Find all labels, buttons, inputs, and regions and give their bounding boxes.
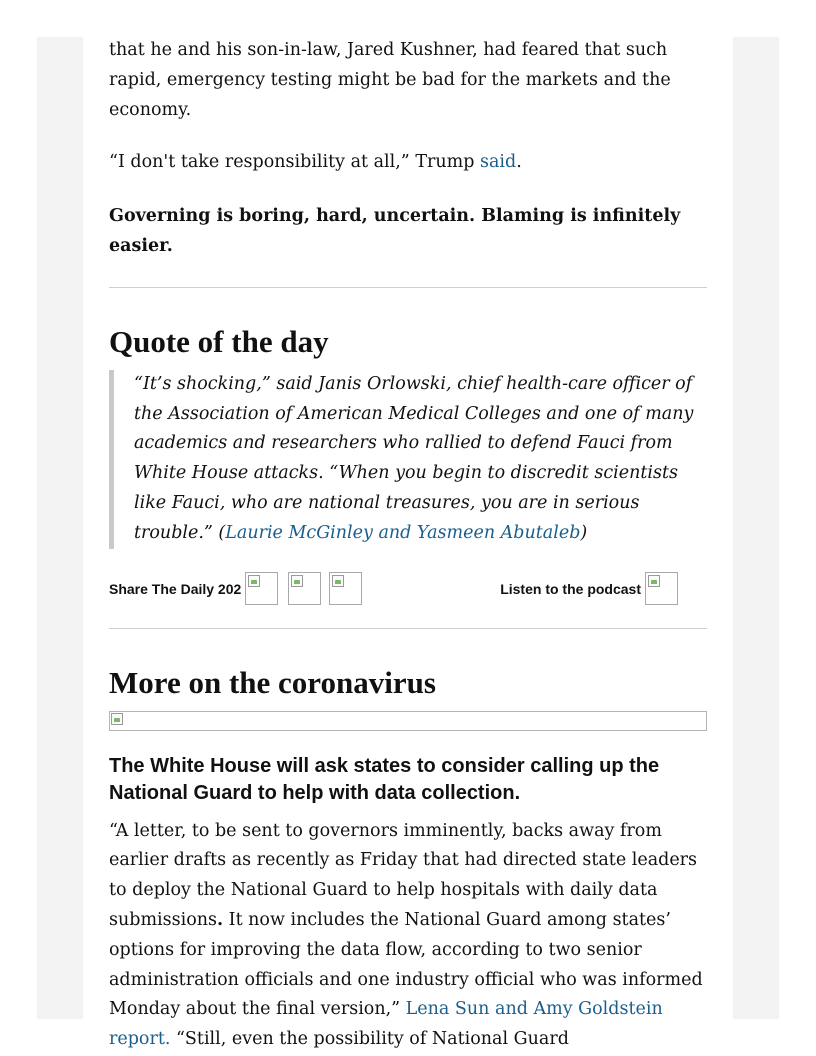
- podcast-label: Listen to the podcast: [500, 580, 641, 597]
- trump-quote-paragraph: [109, 148, 707, 178]
- quote-of-the-day-blockquote: [109, 370, 707, 549]
- right-margin-panel: [733, 37, 779, 1019]
- broken-image-icon: [332, 575, 344, 587]
- said-link[interactable]: said: [480, 152, 517, 173]
- twitter-icon[interactable]: [288, 572, 321, 605]
- story-image[interactable]: [109, 711, 707, 731]
- quote-close-paren: ): [580, 522, 588, 543]
- section-divider: [109, 287, 707, 288]
- share-label: Share The Daily 202: [109, 580, 242, 597]
- story-headline[interactable]: The White House will ask states to consider calling up the National Guard to help with data collection.: [109, 754, 660, 804]
- podcast-group: [500, 572, 678, 605]
- broken-image-icon: [248, 575, 260, 587]
- article-paragraph: that he and his son-in-law, Jared Kushner, had feared that such rapid, emergency testing might be bad for the markets and the economy.: [109, 40, 671, 120]
- trump-quote-end: .: [516, 152, 522, 173]
- left-margin-panel: [37, 37, 83, 1019]
- story-body-bold-period: .: [217, 909, 224, 930]
- bold-takeaway: Governing is boring, hard, uncertain. Blaming is infinitely easier.: [109, 206, 681, 256]
- story-body-text-3: “Still, even the possibility of National Guard: [170, 1029, 569, 1050]
- story-body: [109, 817, 707, 1055]
- section-divider: [109, 628, 707, 629]
- share-bar: [109, 571, 707, 607]
- quote-of-the-day-heading: Quote of the day: [109, 323, 329, 359]
- broken-image-icon: [111, 713, 123, 725]
- quote-text: “It’s shocking,” said Janis Orlowski, chief health-care officer of the Association of American Medical Colleges and one of many academics and researchers who rallied to defend Fauci from White House attacks. “When you begin to discredit scientists like Fauci, who are national treasures, you are in serious trouble.” (: [134, 373, 694, 543]
- coronavirus-heading: More on the coronavirus: [109, 664, 436, 700]
- facebook-icon[interactable]: [245, 572, 278, 605]
- broken-image-icon: [291, 575, 303, 587]
- broken-image-icon: [648, 575, 660, 587]
- story-body-text: “A letter, to be sent to governors imminently, backs away from earlier drafts as recently as Friday that had directed state leaders to deploy the National Guard to help hospitals with daily data submissions: [109, 820, 698, 930]
- email-icon[interactable]: [329, 572, 362, 605]
- story-body-text-2: It now includes the National Guard among states’ options for improving the data flow, according to two senior administration officials and one industry official who was informed Monday about the final version,”: [109, 909, 703, 1020]
- byline-link[interactable]: Lena Sun and Amy Goldstein report.: [109, 999, 663, 1050]
- quote-source-link[interactable]: Laurie McGinley and Yasmeen Abutaleb: [225, 522, 581, 543]
- share-group: [109, 572, 362, 605]
- trump-quote-text: “I don't take responsibility at all,” Trump: [109, 152, 480, 173]
- podcast-icon[interactable]: [645, 572, 678, 605]
- newsletter-content: [109, 36, 707, 1055]
